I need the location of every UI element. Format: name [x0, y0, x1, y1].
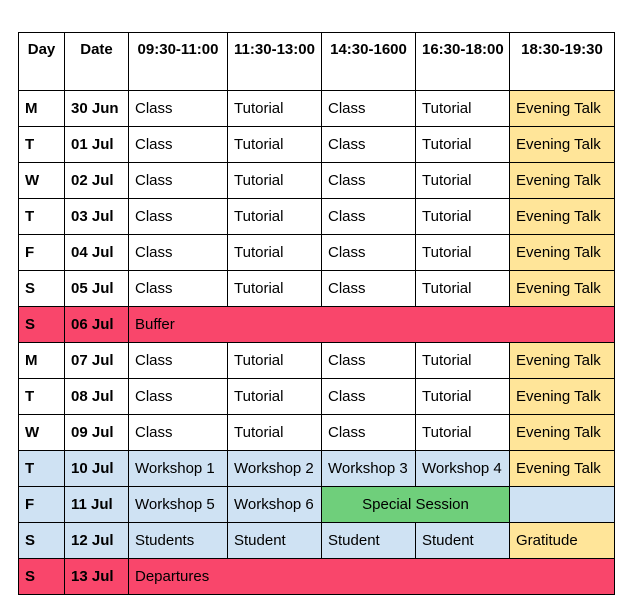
date-cell: 30 Jun [65, 91, 129, 127]
table-row [19, 379, 615, 415]
day-cell: T [19, 199, 65, 235]
day-cell: T [19, 379, 65, 415]
session-cell: Tutorial [416, 199, 510, 235]
workshop-cell: Workshop 5 [129, 487, 228, 523]
session-cell: Tutorial [416, 127, 510, 163]
session-cell: Class [322, 163, 416, 199]
session-cell: Tutorial [416, 91, 510, 127]
workshop-cell: Workshop 3 [322, 451, 416, 487]
table-row [19, 91, 615, 127]
day-cell: W [19, 163, 65, 199]
evening-cell: Evening Talk [510, 235, 615, 271]
special-session-cell: Special Session [322, 487, 510, 523]
session-cell: Tutorial [416, 379, 510, 415]
session-cell: Class [322, 91, 416, 127]
session-cell: Tutorial [228, 235, 322, 271]
date-cell: 12 Jul [65, 523, 129, 559]
day-cell: W [19, 415, 65, 451]
date-cell: 13 Jul [65, 559, 129, 595]
date-cell: 06 Jul [65, 307, 129, 343]
student-cell: Student [416, 523, 510, 559]
session-cell: Tutorial [228, 163, 322, 199]
header-day: Day [19, 33, 65, 91]
date-cell: 11 Jul [65, 487, 129, 523]
student-cell: Student [322, 523, 416, 559]
day-cell: T [19, 127, 65, 163]
date-cell: 10 Jul [65, 451, 129, 487]
date-cell: 04 Jul [65, 235, 129, 271]
session-cell: Class [129, 91, 228, 127]
date-cell: 02 Jul [65, 163, 129, 199]
date-cell: 08 Jul [65, 379, 129, 415]
day-cell: M [19, 91, 65, 127]
table-row [19, 199, 615, 235]
table-row [19, 127, 615, 163]
session-cell: Class [129, 271, 228, 307]
session-cell: Tutorial [228, 271, 322, 307]
workshop-cell: Workshop 2 [228, 451, 322, 487]
day-cell: F [19, 235, 65, 271]
date-cell: 05 Jul [65, 271, 129, 307]
session-cell: Tutorial [228, 343, 322, 379]
student-cell: Students [129, 523, 228, 559]
session-cell: Tutorial [416, 415, 510, 451]
header-slot-2: 11:30-13:00 [228, 33, 322, 91]
session-cell: Class [129, 199, 228, 235]
buffer-row [19, 307, 615, 343]
table-row [19, 415, 615, 451]
session-cell: Class [322, 235, 416, 271]
date-cell: 09 Jul [65, 415, 129, 451]
session-cell: Class [322, 379, 416, 415]
session-cell: Tutorial [416, 343, 510, 379]
session-cell: Class [129, 163, 228, 199]
session-cell: Class [322, 415, 416, 451]
table-row [19, 235, 615, 271]
session-cell: Class [129, 343, 228, 379]
session-cell: Class [322, 343, 416, 379]
buffer-cell: Buffer [129, 307, 615, 343]
session-cell: Class [129, 379, 228, 415]
header-row [19, 33, 615, 91]
header-slot-5: 18:30-19:30 [510, 33, 615, 91]
table-row [19, 343, 615, 379]
workshop-cell: Workshop 1 [129, 451, 228, 487]
session-cell: Tutorial [228, 415, 322, 451]
day-cell: S [19, 307, 65, 343]
session-cell: Tutorial [416, 235, 510, 271]
evening-cell: Evening Talk [510, 91, 615, 127]
evening-cell: Evening Talk [510, 451, 615, 487]
empty-cell [510, 487, 615, 523]
header-date: Date [65, 33, 129, 91]
date-cell: 01 Jul [65, 127, 129, 163]
day-cell: S [19, 271, 65, 307]
session-cell: Class [322, 271, 416, 307]
table-row [19, 271, 615, 307]
table-row [19, 523, 615, 559]
day-cell: F [19, 487, 65, 523]
session-cell: Tutorial [228, 91, 322, 127]
session-cell: Tutorial [228, 199, 322, 235]
session-cell: Class [322, 127, 416, 163]
header-slot-1: 09:30-11:00 [129, 33, 228, 91]
student-cell: Student [228, 523, 322, 559]
evening-cell: Evening Talk [510, 415, 615, 451]
session-cell: Class [322, 199, 416, 235]
day-cell: M [19, 343, 65, 379]
session-cell: Tutorial [416, 271, 510, 307]
day-cell: S [19, 559, 65, 595]
session-cell: Class [129, 235, 228, 271]
date-cell: 03 Jul [65, 199, 129, 235]
session-cell: Class [129, 127, 228, 163]
header-slot-3: 14:30-1600 [322, 33, 416, 91]
header-slot-4: 16:30-18:00 [416, 33, 510, 91]
table-row [19, 163, 615, 199]
evening-cell: Evening Talk [510, 127, 615, 163]
evening-cell: Evening Talk [510, 343, 615, 379]
session-cell: Class [129, 415, 228, 451]
departures-row [19, 559, 615, 595]
workshop-cell: Workshop 4 [416, 451, 510, 487]
workshop-cell: Workshop 6 [228, 487, 322, 523]
evening-cell: Evening Talk [510, 163, 615, 199]
day-cell: T [19, 451, 65, 487]
day-cell: S [19, 523, 65, 559]
date-cell: 07 Jul [65, 343, 129, 379]
departures-cell: Departures [129, 559, 615, 595]
table-row [19, 451, 615, 487]
session-cell: Tutorial [416, 163, 510, 199]
evening-cell: Evening Talk [510, 271, 615, 307]
session-cell: Tutorial [228, 127, 322, 163]
session-cell: Tutorial [228, 379, 322, 415]
schedule-table [18, 32, 615, 595]
evening-cell: Evening Talk [510, 199, 615, 235]
evening-cell: Evening Talk [510, 379, 615, 415]
table-row [19, 487, 615, 523]
gratitude-cell: Gratitude [510, 523, 615, 559]
